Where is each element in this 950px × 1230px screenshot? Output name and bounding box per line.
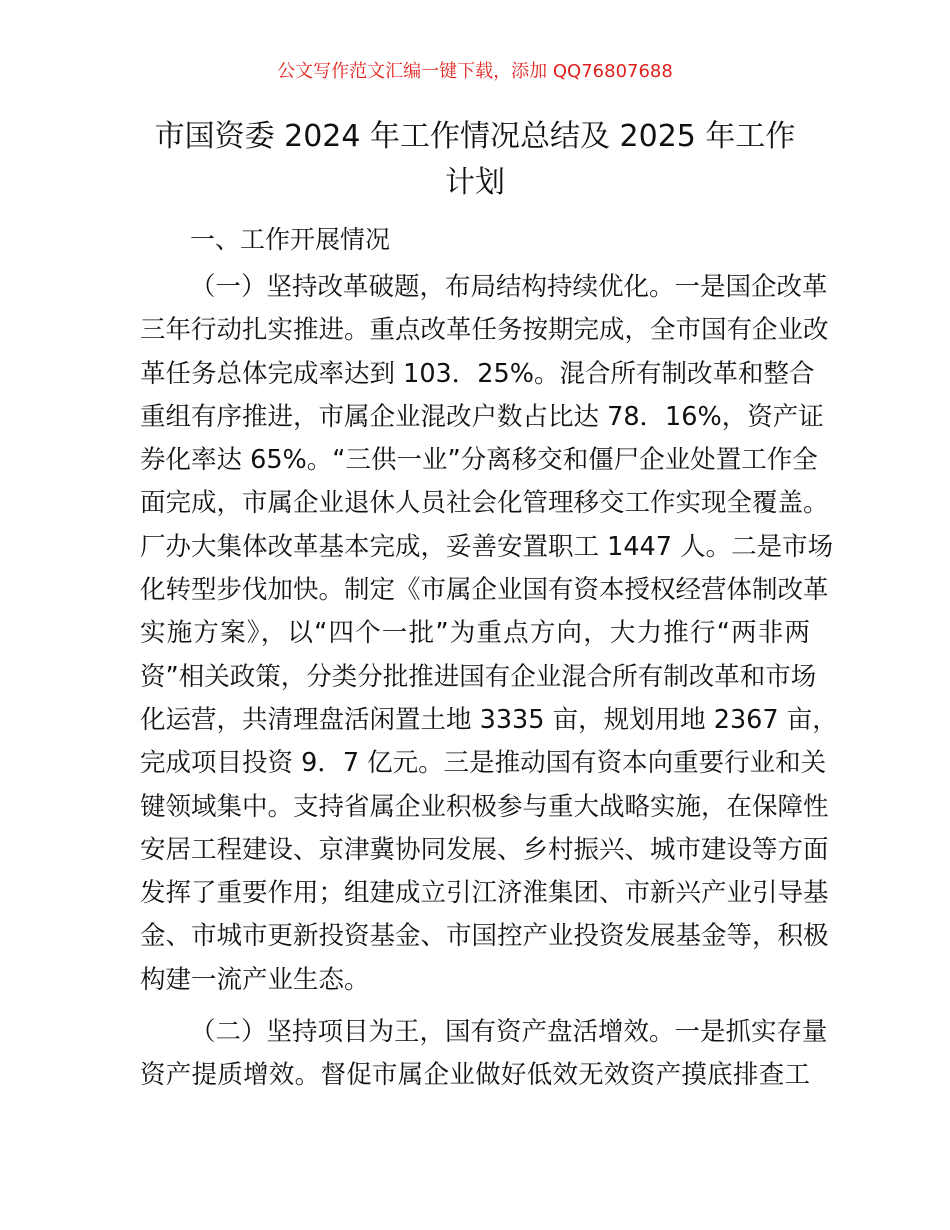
- paragraph-line: 发挥了重要作用；组建成立引江济淮集团、市新兴产业引导基: [140, 878, 829, 909]
- section-heading: 一、工作开展情况: [190, 225, 391, 254]
- paragraph: [140, 266, 838, 1002]
- paragraph-line: 券化率达 65%。“三供一业”分离移交和僵尸企业处置工作全: [140, 445, 818, 476]
- paragraph-line: 资”相关政策，分类分批推进国有企业混合所有制改革和市场: [140, 661, 817, 692]
- paragraph-line: （二）坚持项目为王，国有资产盘活增效。一是抓实存量: [190, 1017, 828, 1048]
- document-body: [140, 266, 838, 1107]
- paragraph-line: 金、市城市更新投资基金、市国控产业投资发展基金等，积极: [140, 921, 829, 952]
- paragraph-line: 三年行动扎实推进。重点改革任务按期完成，全市国有企业改: [140, 315, 829, 346]
- title-line: 计划: [445, 165, 505, 200]
- paragraph-line: 面完成，市属企业退休人员社会化管理移交工作实现全覆盖。: [140, 488, 829, 519]
- document-title: [140, 114, 810, 206]
- paragraph-line: （一）坚持改革破题，布局结构持续优化。一是国企改革: [190, 272, 828, 302]
- paragraph-line: 资产提质增效。督促市属企业做好低效无效资产摸底排查工: [140, 1060, 810, 1091]
- paragraph-line: 安居工程建设、京津冀协同发展、乡村振兴、城市建设等方面: [140, 834, 829, 865]
- paragraph-line: 键领域集中。支持省属企业积极参与重大战略实施，在保障性: [140, 791, 829, 822]
- paragraph-line: 实施方案》，以“四个一批”为重点方向，大力推行“两非两: [140, 618, 810, 649]
- paragraph-line: 化转型步伐加快。制定《市属企业国有资本授权经营体制改革: [140, 575, 829, 606]
- paragraph-line: 革任务总体完成率达到 103．25%。混合所有制改革和整合: [140, 358, 815, 389]
- paragraph: [140, 1011, 828, 1098]
- paragraph-line: 重组有序推进，市属企业混改户数占比达 78．16%，资产证: [140, 401, 824, 432]
- title-line: 市国资委 2024 年工作情况总结及 2025 年工作: [154, 119, 796, 154]
- paragraph-line: 厂办大集体改革基本完成，妥善安置职工 1447 人。二是市场: [140, 531, 834, 562]
- download-banner: 公文写作范文汇编一键下载，添加 QQ76807688: [277, 61, 673, 82]
- paragraph-line: 化运营，共清理盘活闲置土地 3335 亩，规划用地 2367 亩，: [140, 704, 838, 735]
- paragraph-line: 完成项目投资 9．7 亿元。三是推动国有资本向重要行业和关: [140, 748, 827, 779]
- paragraph-line: 构建一流产业生态。: [140, 964, 370, 995]
